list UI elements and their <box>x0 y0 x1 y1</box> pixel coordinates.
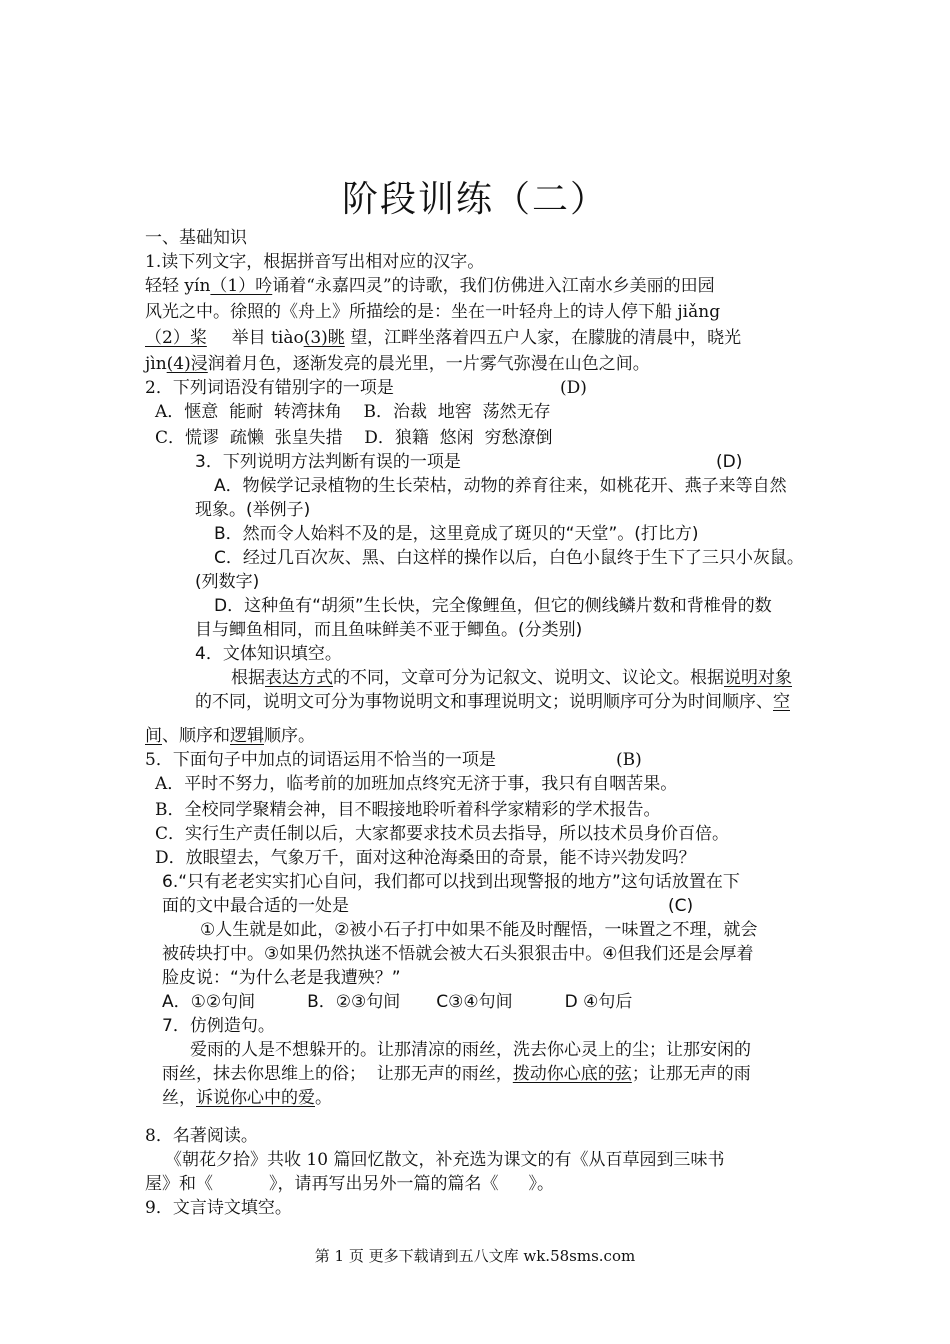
q4-text: 的不同，文章可分为记叙文、说明文、议论文。根据 <box>333 668 724 688</box>
q6-option-a: A．①②句间 <box>162 992 256 1012</box>
q4-answer-3-cont: 间 <box>145 726 162 746</box>
q4-text: 、顺序和 <box>162 726 230 746</box>
q5-answer: (B) <box>616 750 642 770</box>
page-title: 阶段训练（二） <box>341 179 608 220</box>
q6-text-1: ①人生就是如此，②被小石子打中如果不能及时醒悟，一味置之不理，就会 <box>200 920 758 940</box>
q5-prompt: 5．下面句子中加点的词语运用不恰当的一项是 <box>145 750 496 770</box>
q6-option-d: D ④句后 <box>564 992 633 1012</box>
q7-text: 。 <box>315 1088 332 1108</box>
q6-answer: (C) <box>668 896 694 916</box>
q1-pinyin: jìn <box>145 354 167 374</box>
q7-line-1: 爱雨的人是不想躲开的。让那清凉的雨丝，洗去你心灵上的尘；让那安闲的 <box>190 1040 751 1060</box>
q9-prompt: 9．文言诗文填空。 <box>145 1198 292 1218</box>
q1-answer-2: （2）桨 <box>145 328 207 348</box>
q7-text: 雨丝，抹去你思维上的俗； 让那无声的雨丝， <box>162 1064 513 1084</box>
q8-text: 》，请再写出另外一篇的篇名《 <box>269 1174 499 1194</box>
q1-answer-1: （1）吟 <box>210 276 273 296</box>
q3-option-c: C．经过几百次灰、黑、白这样的操作以后，白色小鼠终于生下了三只小灰鼠。 <box>214 548 804 568</box>
q1-pinyin: 轻轻 yín <box>145 276 211 296</box>
q3-prompt: 3．下列说明方法判断有误的一项是 <box>195 452 461 472</box>
q1-line-4 <box>145 352 650 376</box>
q1-line-3 <box>145 326 741 350</box>
q1-line-2: 风光之中。徐照的《舟上》所描绘的是：坐在一叶轻舟上的诗人停下船 jiǎng <box>145 302 721 322</box>
q1-answer-4: (4)浸 <box>166 354 208 374</box>
q4-answer-3: 空 <box>773 692 790 712</box>
q3-option-d-cont: 目与鲫鱼相同，而且鱼味鲜美不亚于鲫鱼。(分类别) <box>195 620 583 640</box>
q4-text: 顺序。 <box>264 726 315 746</box>
q7-answer-1: 拨动你心底的弦 <box>512 1064 632 1084</box>
q5-option-d: D．放眼望去，气象万千，面对这种沧海桑田的奇景，能不诗兴勃发吗？ <box>155 848 696 868</box>
q1-prompt: 1.读下列文字，根据拼音写出相对应的汉字。 <box>145 252 485 272</box>
q6-text-2: 被砖块打中。③如果仍然执迷不悟就会被大石头狠狠击中。④但我们还是会厚着 <box>162 944 754 964</box>
q4-answer-2: 说明对象 <box>724 668 792 688</box>
q5-option-b: B．全校同学聚精会神，目不暇接地聆听着科学家精彩的学术报告。 <box>155 800 661 820</box>
q5-option-a: A．平时不努力，临考前的加班加点终究无济于事，我只有自咽苦果。 <box>155 774 678 794</box>
q4-line-3 <box>145 724 315 748</box>
q7-text: 丝， <box>162 1088 196 1108</box>
q7-prompt: 7．仿例造句。 <box>162 1016 275 1036</box>
q1-text: 润着月色，逐渐发亮的晨光里，一片雾气弥漫在山色之间。 <box>207 354 650 374</box>
q3-answer: (D) <box>716 452 743 472</box>
q8-prompt: 8．名著阅读。 <box>145 1126 258 1146</box>
q6-prompt-cont: 面的文中最合适的一处是 <box>162 896 349 916</box>
q8-line-1: 《朝花夕拾》共收 10 篇回忆散文，补充选为课文的有《从百草园到三味书 <box>165 1150 725 1170</box>
q8-line-2 <box>145 1172 554 1196</box>
q7-line-3 <box>162 1086 332 1110</box>
q1-text: 望，江畔坐落着四五户人家，在朦胧的清晨中，晓光 <box>350 328 742 348</box>
q4-line-2 <box>195 690 790 714</box>
q7-answer-2: 诉说你心中的爱 <box>196 1088 315 1108</box>
q8-text: 》。 <box>528 1174 554 1194</box>
page-footer: 第 1 页 更多下载请到五八文库 wk.58sms.com <box>314 1247 636 1265</box>
q4-answer-1: 表达方式 <box>265 668 333 688</box>
q2-options-cd: C．慌谬 疏懒 张皇失措 D．狼籍 悠闲 穷愁潦倒 <box>155 428 553 448</box>
q1-text: 诵着“永嘉四灵”的诗歌，我们仿佛进入江南水乡美丽的田园 <box>272 276 715 296</box>
q5-option-c: C．实行生产责任制以后，大家都要求技术员去指导，所以技术员身价百倍。 <box>155 824 730 844</box>
q4-answer-4: 逻辑 <box>230 726 264 746</box>
q6-options <box>162 990 632 1014</box>
section-heading: 一、基础知识 <box>145 228 247 248</box>
q3-option-d: D．这种鱼有“胡须”生长快，完全像鲤鱼，但它的侧线鳞片数和背椎骨的数 <box>214 596 772 616</box>
q1-line-1 <box>145 274 715 298</box>
q6-option-c: C③④句间 <box>436 992 513 1012</box>
q4-prompt: 4．文体知识填空。 <box>195 644 342 664</box>
q1-answer-3: (3)眺 <box>303 328 345 348</box>
q3-option-a-cont: 现象。(举例子) <box>195 500 311 520</box>
q1-pinyin: 举目 tiào <box>231 328 304 348</box>
q6-option-b: B．②③句间 <box>307 992 401 1012</box>
q3-option-a: A．物候学记录植物的生长荣枯，动物的养育往来，如桃花开、燕子来等自然 <box>214 476 787 496</box>
q4-text: 的不同，说明文可分为事物说明文和事理说明文；说明顺序可分为时间顺序、 <box>195 692 773 712</box>
q2-answer: (D) <box>560 378 587 398</box>
q4-line-1 <box>231 666 792 690</box>
q2-prompt: 2．下列词语没有错别字的一项是 <box>145 378 394 398</box>
q3-option-b: B．然而令人始料不及的是，这里竟成了斑贝的“天堂”。(打比方) <box>214 524 699 544</box>
q6-text-3: 脸皮说：“为什么老是我遭殃？” <box>162 968 401 988</box>
q7-text: ；让那无声的雨 <box>631 1064 751 1084</box>
q2-options-ab: A．惬意 能耐 转湾抹角 B．治裁 地窖 荡然无存 <box>155 402 551 422</box>
q3-option-c-cont: (列数字) <box>195 572 260 592</box>
q8-text: 屋》和《 <box>145 1174 213 1194</box>
q6-prompt: 6.“只有老老实实扪心自问，我们都可以找到出现警报的地方”这句话放置在下 <box>162 872 740 892</box>
q4-text: 根据 <box>231 668 265 688</box>
q7-line-2 <box>162 1062 751 1086</box>
